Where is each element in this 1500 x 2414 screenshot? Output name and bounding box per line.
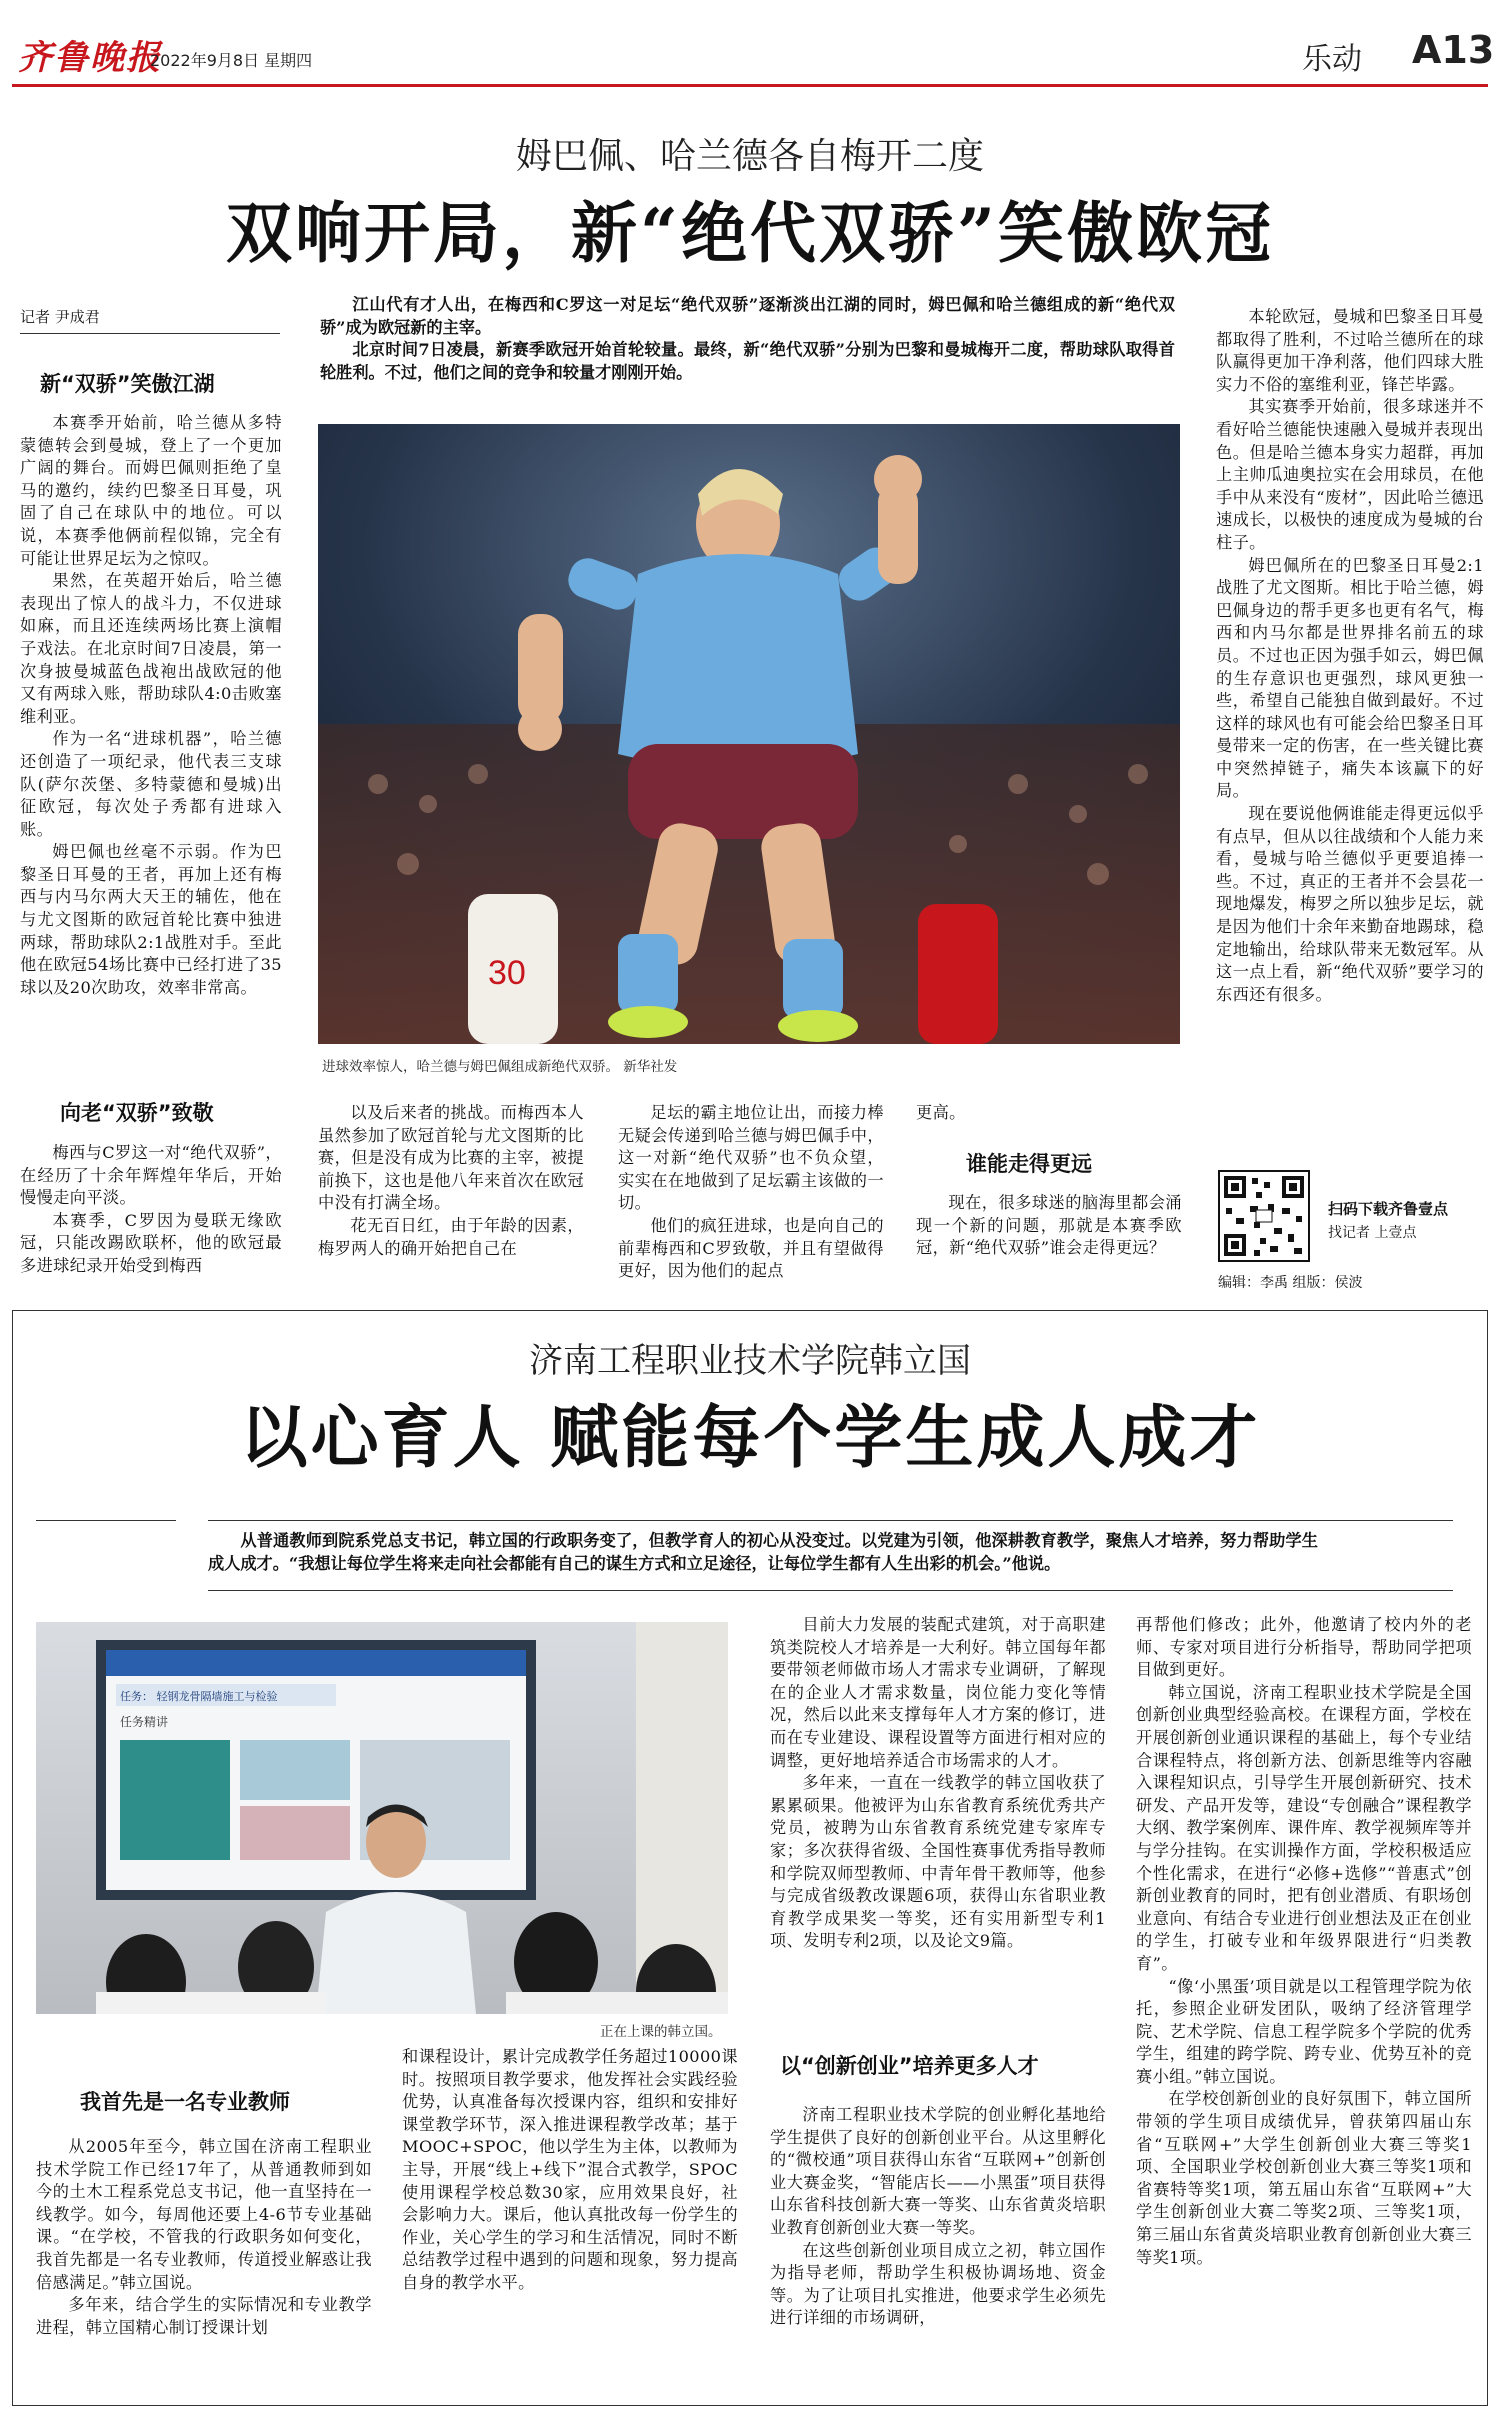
article1-column-4b	[916, 1192, 1182, 1260]
article1-column-1b	[20, 1142, 282, 1278]
article1-lead	[320, 294, 1175, 384]
classroom-photo	[36, 1622, 728, 2014]
paragraph: 韩立国说，济南工程职业技术学院是全国创新创业典型经验高校。在课程方面，学校在开展创新创业通识课程的基础上，每个专业结合课程特点，将创新方法、创新思维等内容融入课程知识点，引导学生开展创新研究、技术研发、产品开发等，建设“专创融合”课程教学大纲、教学案例库、课件库、教学视频库等并与学分挂钩。在实训操作方面，学校积极适应个性化需求，在进行“必修+选修”“普惠式”创新创业教育的同时，把有创业潜质、有职场创业意向、有结合专业进行创业想法及正在创业的学生，打破专业和年级界限进行“归类教育”。	[1136, 1682, 1472, 1973]
lead-paragraph: 北京时间7日凌晨，新赛季欧冠开始首轮较量。最终，新“绝代双骄”分别为巴黎和曼城梅开二度，帮助球队取得首轮胜利。不过，他们之间的竞争和较量才刚刚开始。	[320, 340, 1175, 382]
article2-lead: 从普通教师到院系党总支书记，韩立国的行政职务变了，但教学育人的初心从没变过。以党建为引领，他深耕教育教学，聚焦人才培养，努力帮助学生成人成才。“我想让每位学生将来走向社会都能有自己的谋生方式和立足途径，让每位学生都有人生出彩的机会。”他说。	[208, 1531, 1318, 1573]
article2-column-3b	[770, 2104, 1106, 2330]
subhead-professional-teacher: 我首先是一名专业教师	[80, 2090, 290, 2114]
qr-caption: 扫码下载齐鲁壹点	[1328, 1200, 1449, 1218]
screen-title: 任务： 轻钢龙骨隔墙施工与检验	[120, 1690, 278, 1703]
article1-column-4	[916, 1102, 1182, 1125]
lead-rule-top	[208, 1520, 1453, 1521]
paragraph: 本赛季，C罗因为曼联无缘欧冠，只能改踢欧联杯，他的欧冠最多进球纪录开始受到梅西	[20, 1210, 282, 1275]
subhead-tribute: 向老“双骄”致敬	[60, 1101, 214, 1125]
haaland-celebration-photo	[318, 424, 1180, 1044]
subhead-who-goes-further: 谁能走得更远	[966, 1152, 1092, 1176]
subhead-new-twins: 新“双骄”笑傲江湖	[40, 372, 215, 396]
photo2-caption: 正在上课的韩立国。	[600, 2024, 722, 2040]
paragraph: 作为一名“进球机器”，哈兰德还创造了一项纪录，他代表三支球队(萨尔茨堡、多特蒙德和曼城)出征欧冠，每次处子秀都有进球入账。	[20, 729, 282, 839]
article2-column-4	[1136, 1614, 1472, 2269]
photo1-caption: 进球效率惊人，哈兰德与姆巴佩组成新绝代双骄。 新华社发	[322, 1059, 678, 1075]
paragraph: 姆巴佩所在的巴黎圣日耳曼2:1战胜了尤文图斯。相比于哈兰德，姆巴佩身边的帮手更多也更有名气，梅西和内马尔都是世界排名前五的球员。不过也正因为强手如云，姆巴佩的生存意识也更强烈，球风更独一些，希望自己能独自做到最好。不过这样的球风也有可能会给巴黎圣日耳曼带来一定的伤害，在一些关键比赛中突然掉链子，痛失本该赢下的好局。	[1216, 555, 1484, 801]
paragraph: 济南工程职业技术学院的创业孵化基地给学生提供了良好的创新创业平台。从这里孵化的“微校通”项目获得山东省“互联网+”创新创业大赛金奖，“智能店长——小黑蛋”项目获得山东省科技创新大赛一等奖、山东省黄炎培职业教育创新创业大赛一等奖。	[770, 2105, 1106, 2237]
paragraph: 以及后来者的挑战。而梅西本人虽然参加了欧冠首轮与尤文图斯的比赛，但是没有成为比赛的主宰，被提前换下，这也是他八年来首次在欧冠中没有打满全场。	[318, 1103, 584, 1213]
qr-subcaption: 找记者 上壹点	[1328, 1225, 1417, 1241]
issue-date: 2022年9月8日 星期四	[150, 51, 313, 70]
paragraph: 梅西与C罗这一对“绝代双骄”，在经历了十余年辉煌年华后，开始慢慢走向平淡。	[20, 1143, 282, 1208]
paragraph: 现在要说他俩谁能走得更远似乎有点早，但从以往战绩和个人能力来看，曼城与哈兰德似乎更要追捧一些。不过，真正的王者并不会昙花一现地爆发，梅罗之所以独步足坛，就是因为他们十余年来勤奋地踢球，稳定地输出，给球队带来无数冠军。从这一点上看，新“绝代双骄”要学习的东西还有很多。	[1216, 804, 1484, 1004]
lead-left-rule	[36, 1520, 176, 1521]
article2-kicker: 济南工程职业技术学院韩立国	[529, 1341, 971, 1381]
paragraph: 果然，在英超开始后，哈兰德表现出了惊人的战斗力，不仅进球如麻，而且还连续两场比赛上演帽子戏法。在北京时间7日凌晨，第一次身披曼城蓝色战袍出战欧冠的他又有两球入账，帮助球队4:0击败塞维利亚。	[20, 571, 282, 726]
svg-text:30: 30	[488, 954, 526, 992]
paragraph: 在学校创新创业的良好氛围下，韩立国所带领的学生项目成绩优异，曾获第四届山东省“互联网+”大学生创新创业大赛三等奖1项、全国职业学校创新创业大赛三等奖1项和省赛特等奖1项，第五届山东省“互联网+”大学生创新创业大赛二等奖2项、三等奖1项，第三届山东省黄炎培职业教育创新创业大赛三等奖1项。	[1136, 2089, 1472, 2267]
editor-credit: 编辑：李禹 组版：侯波	[1218, 1275, 1363, 1291]
paragraph: 再帮他们修改；此外，他邀请了校内外的老师、专家对项目进行分析指导，帮助同学把项目做到更好。	[1136, 1615, 1472, 1680]
paragraph: 本赛季开始前，哈兰德从多特蒙德转会到曼城，登上了一个更加广阔的舞台。而姆巴佩则拒绝了皇马的邀约，续约巴黎圣日耳曼，巩固了自己在球队中的地位。可以说，本赛季他俩前程似锦，完全有可能让世界足坛为之惊叹。	[20, 413, 282, 568]
paragraph: 和课程设计，累计完成教学任务超过10000课时。按照项目教学要求，他发挥社会实践经验优势，认真准备每次授课内容，组织和安排好课堂教学环节，深入推进课程教学改革；基于MOOC+SPOC，他以学生为主体，以教师为主导，开展“线上+线下”混合式教学，SPOC使用课程学校总数30家，应用效果良好，社会影响力大。课后，他认真批改每一份学生的作业，关心学生的学习和生活情况，同时不断总结教学过程中遇到的问题和现象，努力提高自身的教学水平。	[402, 2047, 738, 2292]
article1-column-2	[318, 1102, 584, 1260]
page-number: A13	[1412, 28, 1495, 72]
paragraph: “像‘小黑蛋’项目就是以工程管理学院为依托，参照企业研发团队，吸纳了经济管理学院、艺术学院、信息工程学院多个学院的优秀学生，组建的跨学院、跨专业、优势互补的竞赛小组。”韩立国说。	[1136, 1976, 1472, 2086]
qr-code-icon[interactable]	[1218, 1170, 1310, 1262]
article1-column-1	[20, 412, 282, 999]
paragraph: 其实赛季开始前，很多球迷并不看好哈兰德能快速融入曼城并表现出色。但是哈兰德本身实力超群，再加上主帅瓜迪奥拉实在会用球员，在他手中从来没有“废材”，因此哈兰德迅速成长，以极快的速度成为曼城的台柱子。	[1216, 397, 1484, 552]
article2-column-1	[36, 2136, 372, 2339]
subhead-innovation: 以“创新创业”培养更多人才	[780, 2054, 1039, 2078]
paragraph: 目前大力发展的装配式建筑，对于高职建筑类院校人才培养是一大利好。韩立国每年都要带领老师做市场人才需求专业调研，了解现在的企业人才需求数量，岗位能力变化等情况，然后以此来支撑每年人才方案的修订，进而在专业建设、课程设置等方面进行相对应的调整，更好地培养适合市场需求的人才。	[770, 1615, 1106, 1770]
article2-column-2	[402, 2046, 738, 2295]
photo-illustration	[36, 1622, 728, 2014]
paragraph: 从2005年至今，韩立国在济南工程职业技术学院工作已经17年了，从普通教师到如今的土木工程系党总支书记，他一直坚持在一线教学。如今，每周他还要上4-6节专业基础课。“在学校，不管我的行政职务如何变化，我首先都是一名专业教师，传道授业解惑让我倍感满足。”韩立国说。	[36, 2137, 372, 2292]
article1-column-5	[1216, 306, 1484, 1006]
newspaper-logo: 齐鲁晚报	[18, 38, 162, 78]
article2-column-3	[770, 1614, 1106, 1953]
screen-subtitle: 任务精讲	[120, 1715, 169, 1729]
article2-headline: 以心育人 赋能每个学生成人成才	[239, 1398, 1261, 1478]
article1-byline: 记者 尹成君	[20, 306, 280, 334]
paragraph: 他们的疯狂进球，也是向自己的前辈梅西和C罗致敬，并且有望做得更好，因为他们的起点	[618, 1215, 884, 1281]
lead-paragraph: 江山代有才人出，在梅西和C罗这一对足坛“绝代双骄”逐渐淡出江湖的同时，姆巴佩和哈兰德组成的新“绝代双骄”成为欧冠新的主宰。	[320, 295, 1175, 337]
paragraph: 在这些创新创业项目成立之初，韩立国作为指导老师，帮助学生积极协调场地、资金等。为了让项目扎实推进，他要求学生必须先进行详细的市场调研，	[770, 2240, 1106, 2328]
paragraph: 姆巴佩也丝毫不示弱。作为巴黎圣日耳曼的王者，再加上还有梅西与内马尔两大天王的辅佐，他在与尤文图斯的欧冠首轮比赛中独进两球，帮助球队2:1战胜对手。至此他在欧冠54场比赛中已经打进了35球以及20次助攻，效率非常高。	[20, 842, 282, 997]
section-name: 乐动	[1302, 42, 1362, 77]
paragraph: 本轮欧冠，曼城和巴黎圣日耳曼都取得了胜利，不过哈兰德所在的球队赢得更加干净利落，他们四球大胜实力不俗的塞维利亚，锋芒毕露。	[1216, 307, 1484, 394]
paragraph: 多年来，一直在一线教学的韩立国收获了累累硕果。他被评为山东省教育系统优秀共产党员，被聘为山东省教育系统党建专家库专家；多次获得省级、全国性赛事优秀指导教师和学院双师型教师、中青年骨干教师等，他参与完成省级教改课题6项，获得山东省职业教育教学成果奖一等奖，还有实用新型专利1项、发明专利2项，以及论文9篇。	[770, 1773, 1106, 1951]
paragraph: 花无百日红，由于年龄的因素，梅罗两人的确开始把自己在	[318, 1215, 584, 1258]
lead-rule-bottom	[208, 1590, 1453, 1591]
paragraph: 足坛的霸主地位让出，而接力棒无疑会传递到哈兰德与姆巴佩手中，这一对新“绝代双骄”也不负众望，实实在在地做到了足坛霸主该做的一切。	[618, 1103, 884, 1213]
paragraph: 多年来，结合学生的实际情况和专业教学进程，韩立国精心制订授课计划	[36, 2295, 372, 2337]
article1-column-3	[618, 1102, 884, 1283]
paragraph: 更高。	[916, 1103, 966, 1122]
paragraph: 现在，很多球迷的脑海里都会涌现一个新的问题，那就是本赛季欧冠，新“绝代双骄”谁会走得更远？	[916, 1193, 1182, 1258]
photo-illustration	[318, 424, 1180, 1044]
article1-kicker: 姆巴佩、哈兰德各自梅开二度	[515, 136, 984, 177]
masthead-rule	[12, 84, 1488, 87]
article1-headline: 双响开局，新“绝代双骄”笑傲欧冠	[226, 194, 1274, 272]
